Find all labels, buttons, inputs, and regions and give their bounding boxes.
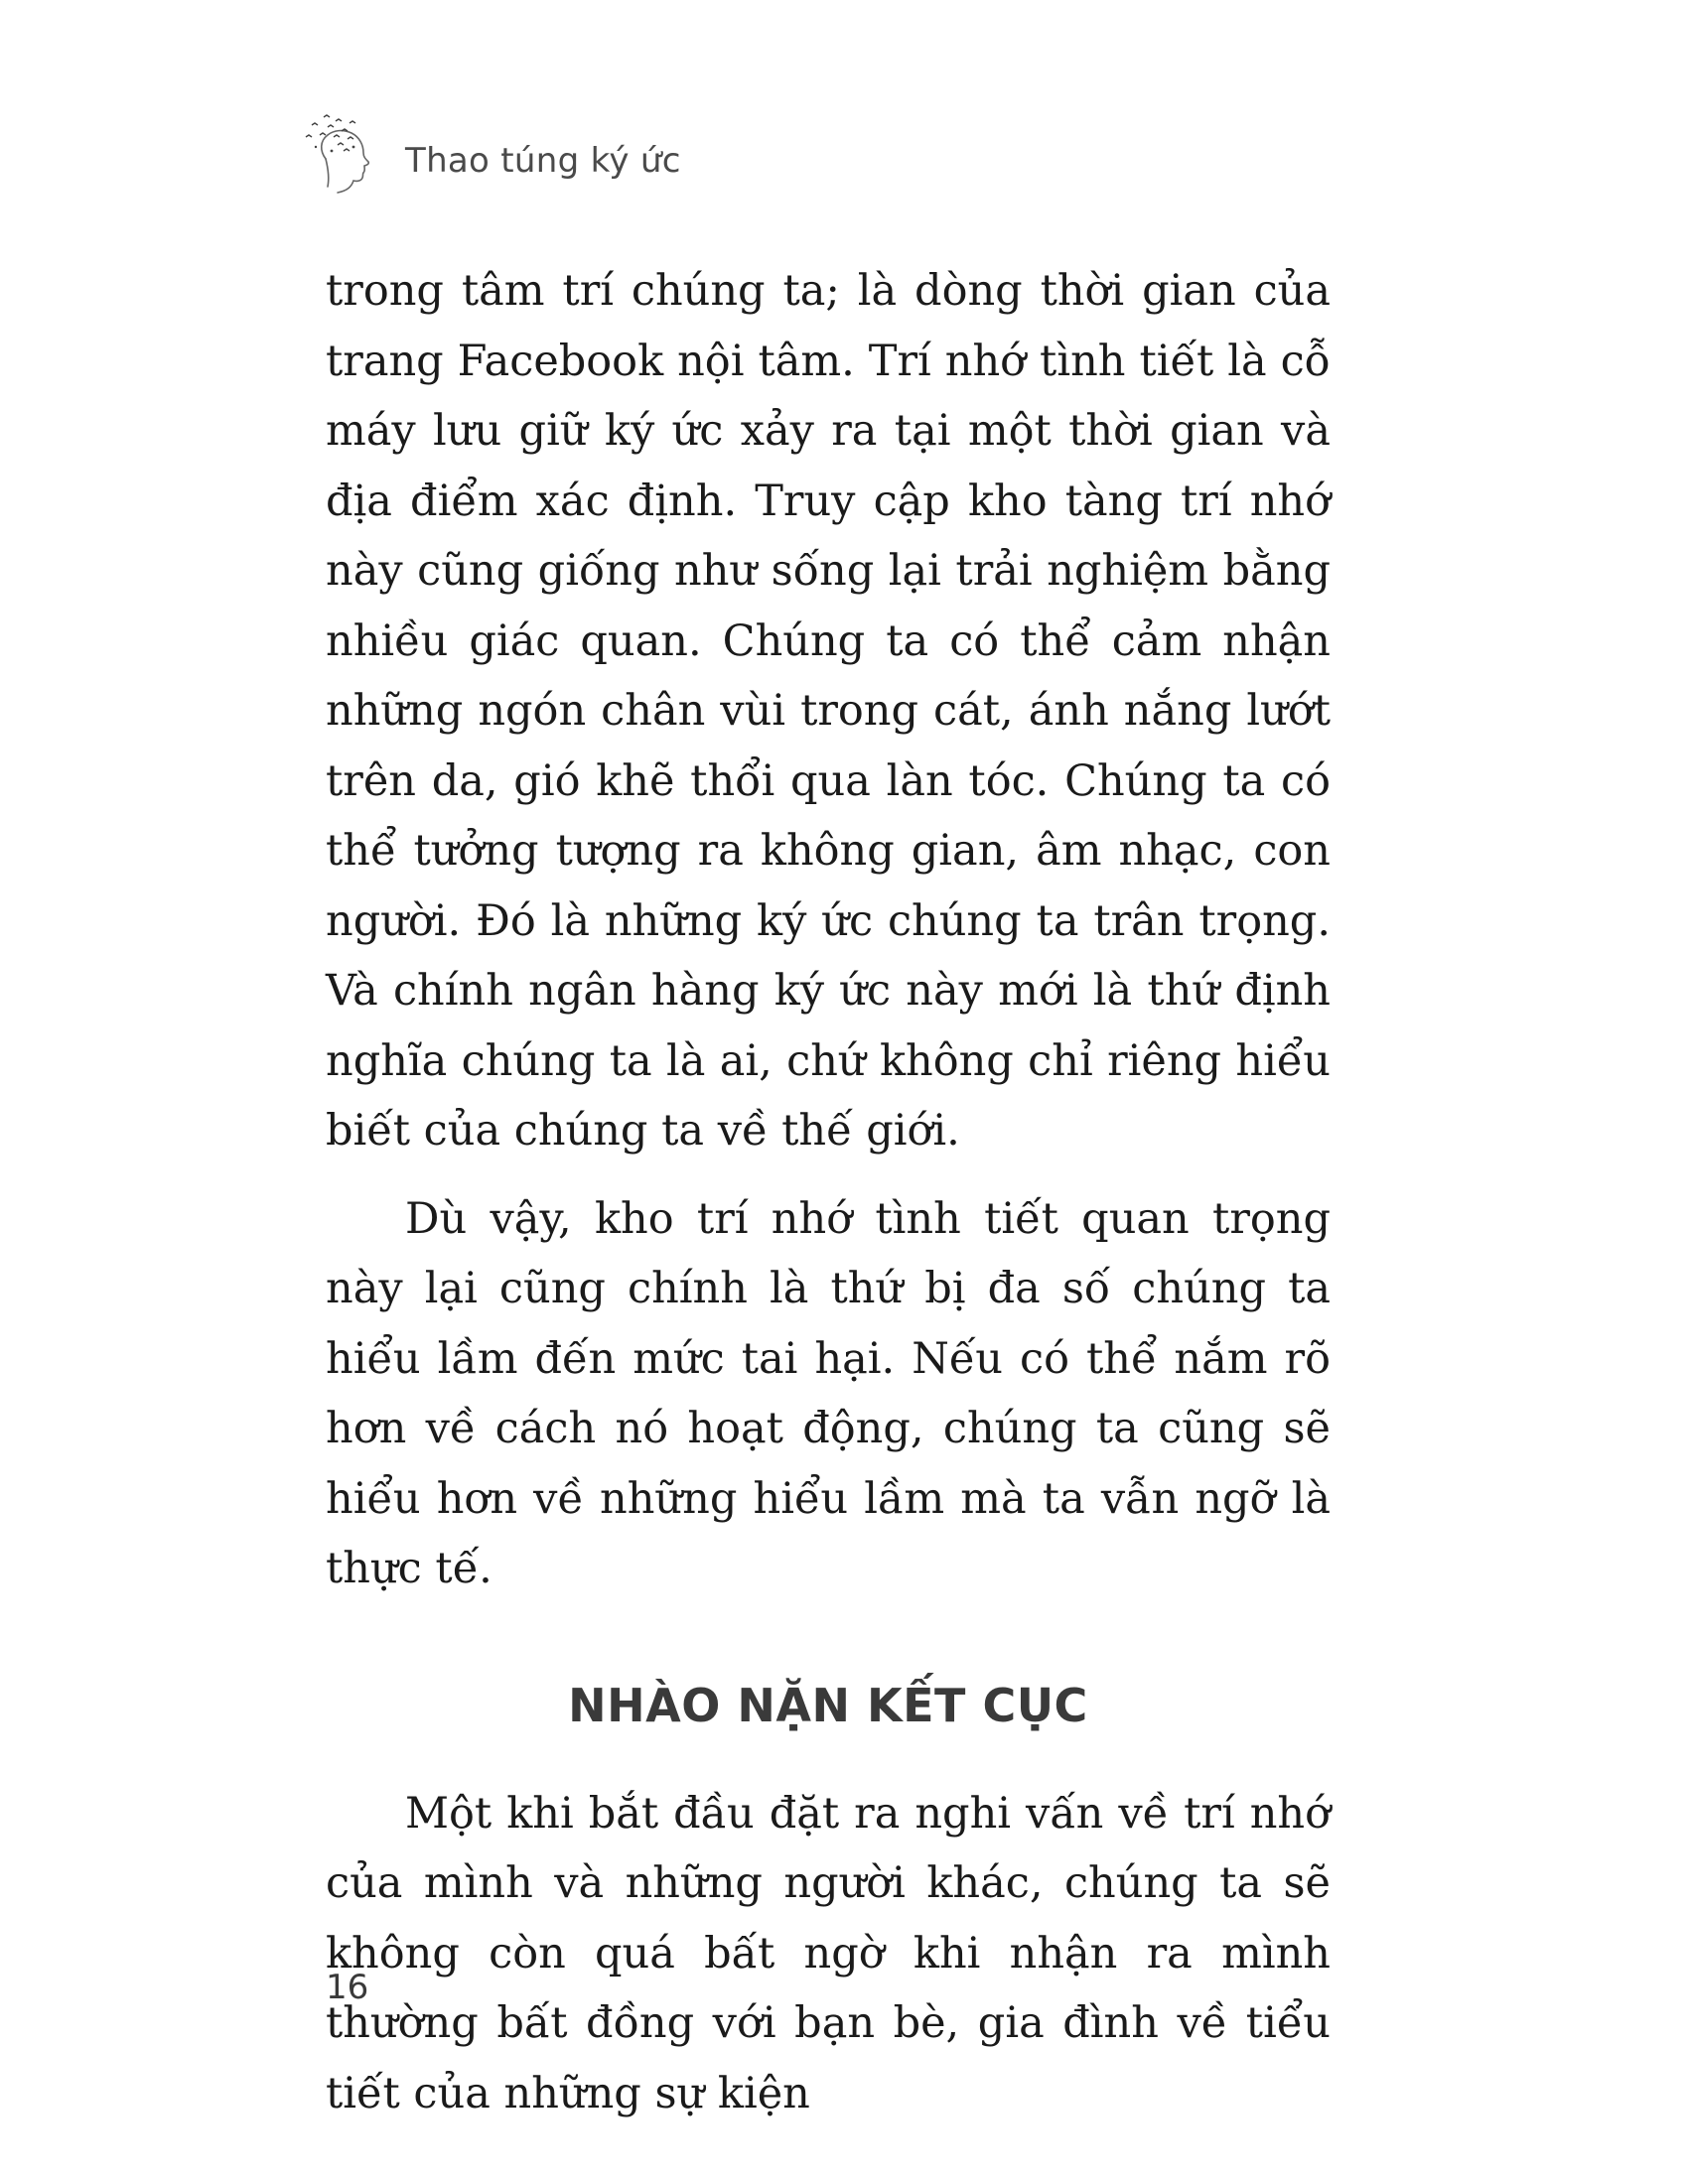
section-heading: NHÀO NẶN KẾT CỤC — [568, 1678, 1088, 1732]
running-header — [298, 107, 1390, 197]
page-number: 16 — [326, 1968, 369, 2007]
paragraph-continued: trong tâm trí chúng ta; là dòng thời gian của trang Facebook nội tâm. Trí nhớ tình tiết là cỗ máy lưu giữ ký ức xảy ra tại một thời gian và địa điểm xác định. Truy cập kho tàng trí nhớ này cũng giống như sống lại trải nghiệm bằng nhiều giác quan. Chúng ta có thể cảm nhận những ngón chân vùi trong cát, ánh nắng lướt trên da, gió khẽ thổi qua làn tóc. Chúng ta có thể tưởng tượng ra không gian, âm nhạc, con người. Đó là những ký ức chúng ta trân trọng. Và chính ngân hàng ký ức này mới là thứ định nghĩa chúng ta là ai, chứ không chỉ riêng hiểu biết của chúng ta về thế giới. — [326, 266, 1331, 1156]
paragraph: Dù vậy, kho trí nhớ tình tiết quan trọng này lại cũng chính là thứ bị đa số chúng ta hiểu lầm đến mức tai hại. Nếu có thể nắm rõ hơn về cách nó hoạt động, chúng ta cũng sẽ hiểu hơn về những hiểu lầm mà ta vẫn ngỡ là thực tế. — [326, 1193, 1331, 1593]
page-body — [326, 256, 1331, 2128]
paragraph: Một khi bắt đầu đặt ra nghi vấn về trí nhớ của mình và những người khác, chúng ta sẽ không còn quá bất ngờ khi nhận ra mình thường bất đồng với bạn bè, gia đình về tiểu tiết của những sự kiện — [326, 1788, 1331, 2118]
running-title: Thao túng ký ức — [405, 141, 681, 181]
head-profile-with-birds-icon — [298, 107, 389, 199]
